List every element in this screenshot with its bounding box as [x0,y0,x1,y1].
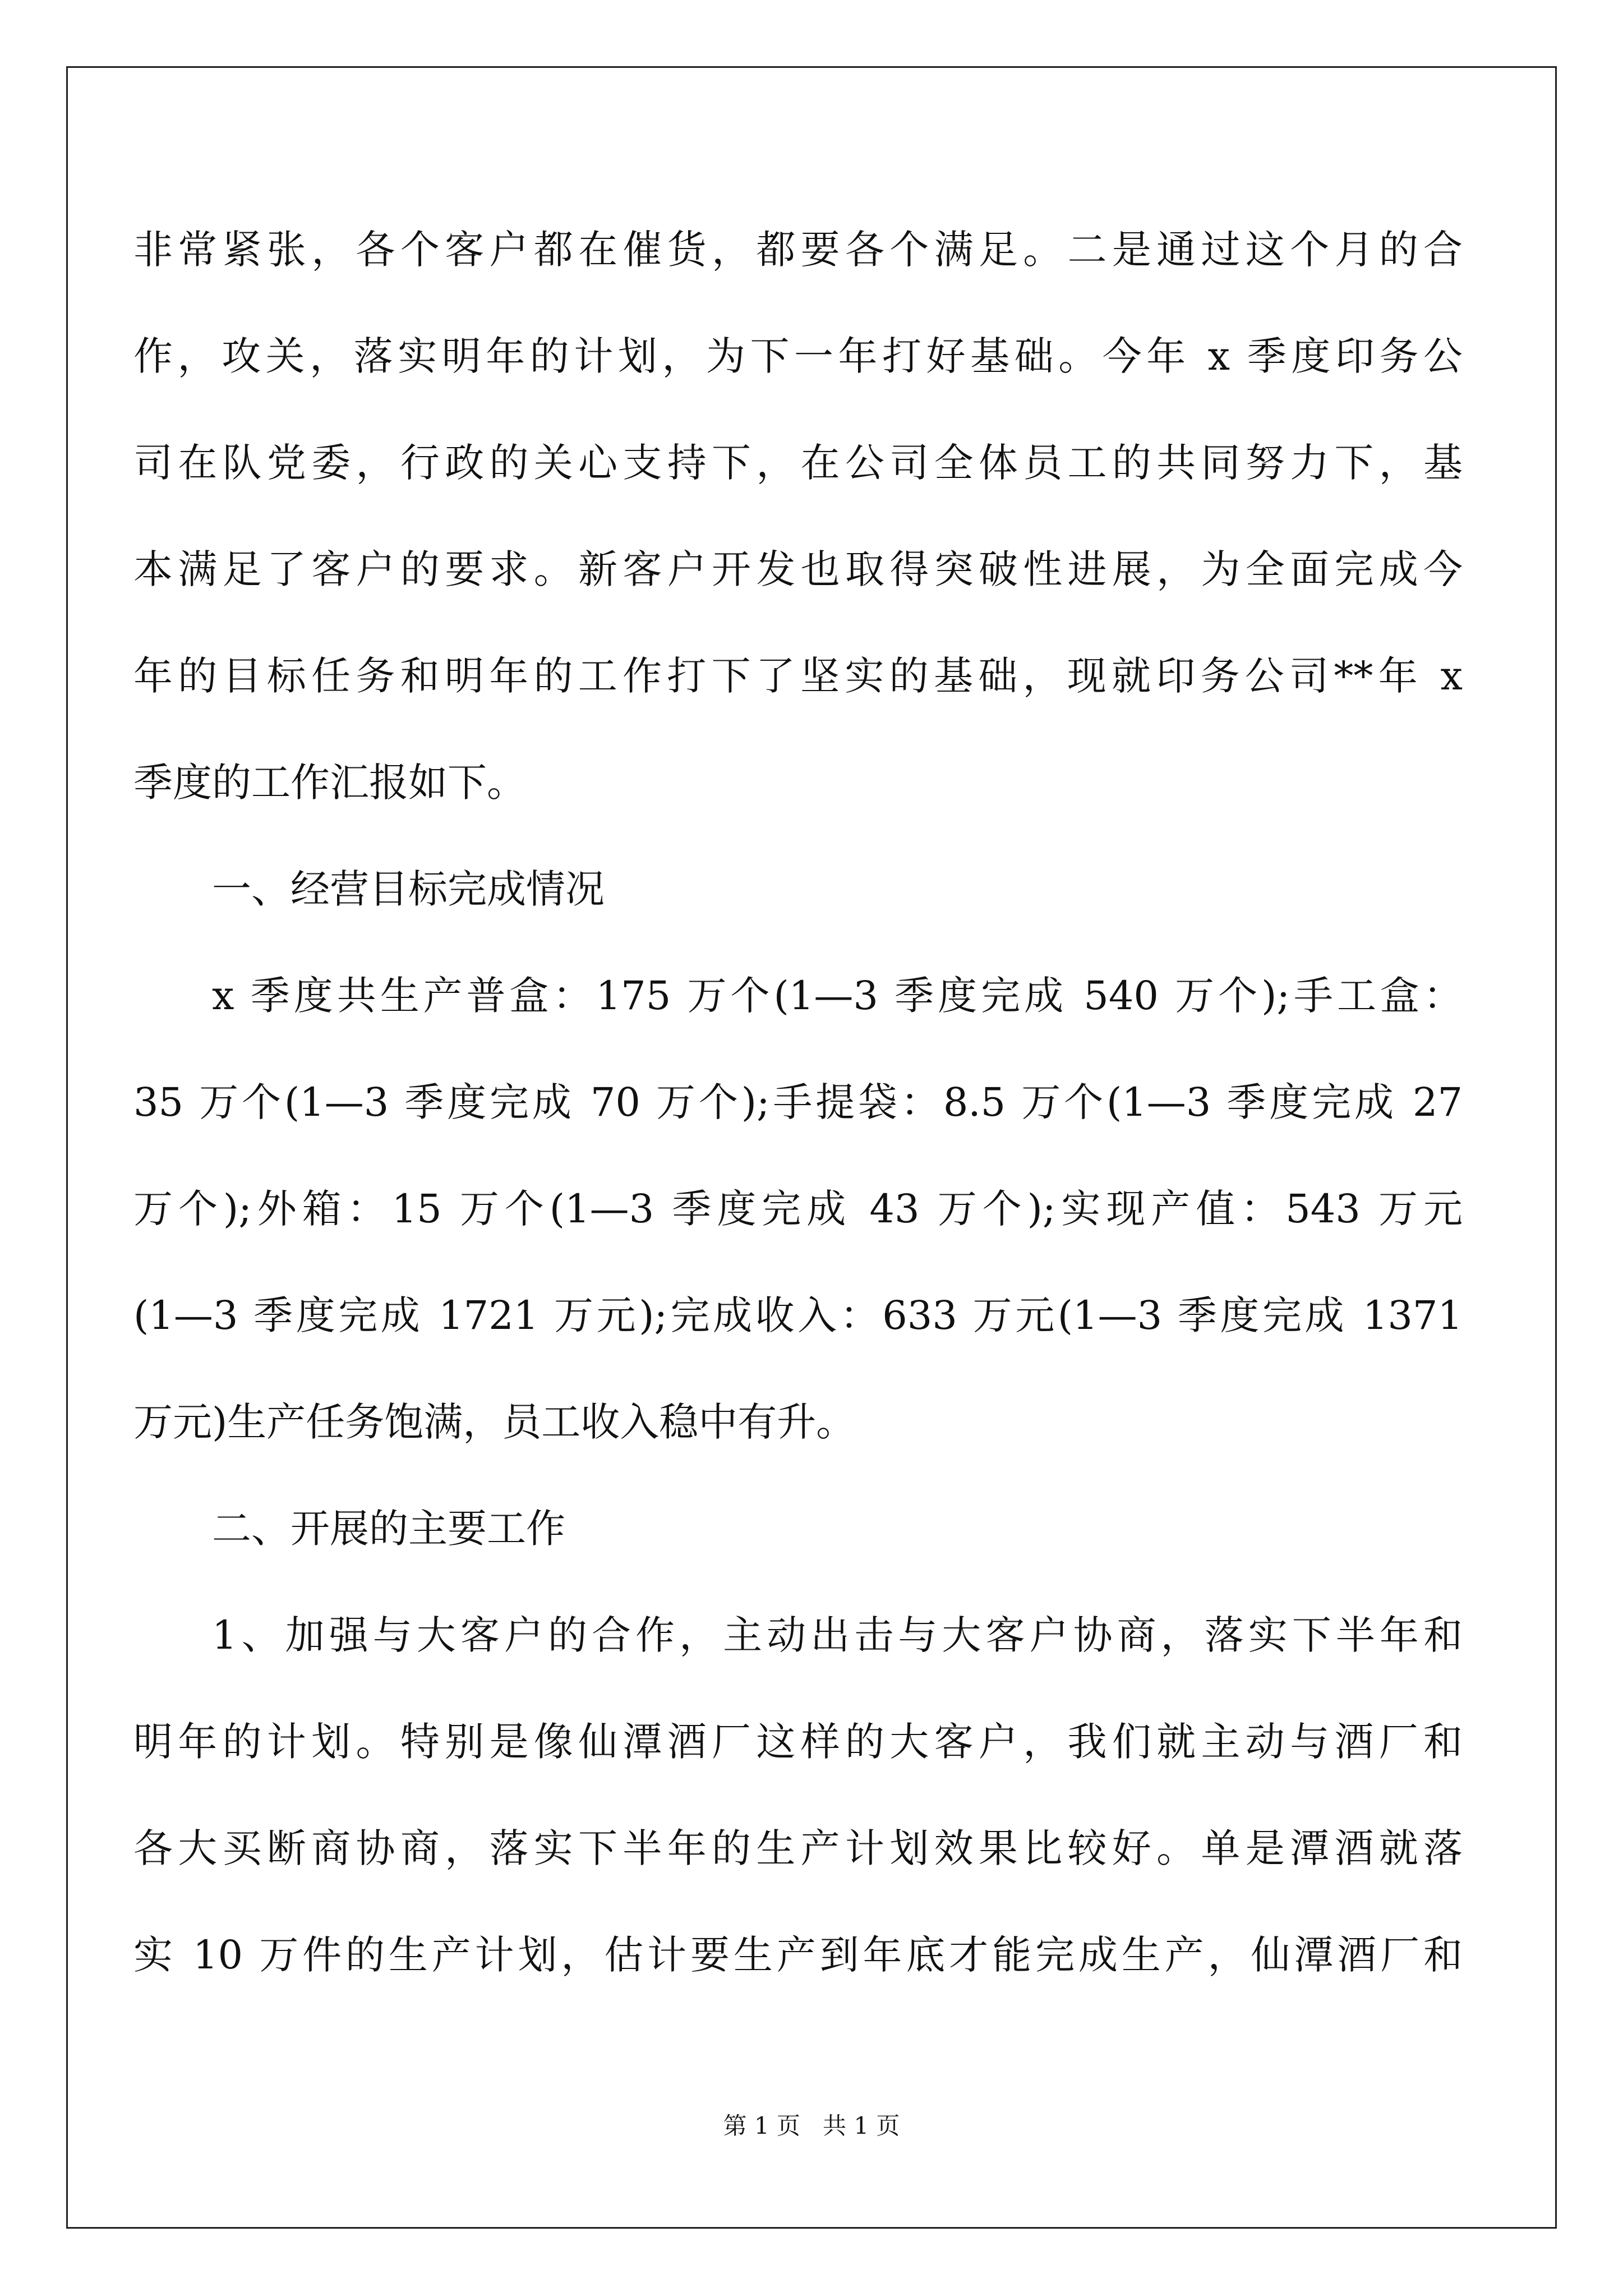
text-line: 年的目标任务和明年的工作打下了坚实的基础，现就印务公司**年 x [133,653,1463,699]
text-line: 司在队党委，行政的关心支持下，在公司全体员工的共同努力下，基 [133,440,1463,486]
page-number: 第 1 页 [723,2112,800,2139]
text-line: x 季度共生产普盒：175 万个(1—3 季度完成 540 万个);手工盒： [212,973,1463,1019]
text-line: (1—3 季度完成 1721 万元);完成收入：633 万元(1—3 季度完成 1371 [133,1292,1463,1338]
text-line: 35 万个(1—3 季度完成 70 万个);手提袋：8.5 万个(1—3 季度完成 27 [133,1079,1463,1125]
text-line: 1、加强与大客户的合作，主动出击与大客户协商，落实下半年和 [212,1612,1463,1658]
page-border [66,66,1557,2229]
text-line: 实 10 万件的生产计划，估计要生产到年底才能完成生产，仙潭酒厂和 [133,1932,1463,1978]
paragraph-end-line: 万元)生产任务饱满，员工收入稳中有升。 [133,1399,856,1445]
section-heading: 二、开展的主要工作 [212,1506,565,1552]
text-line: 明年的计划。特别是像仙潭酒厂这样的大客户，我们就主动与酒厂和 [133,1719,1463,1765]
text-line: 作，攻关，落实明年的计划，为下一年打好基础。今年 x 季度印务公 [133,333,1463,379]
text-line: 非常紧张，各个客户都在催货，都要各个满足。二是通过这个月的合 [133,227,1463,273]
page-footer [0,2109,1623,2143]
paragraph-end-line: 季度的工作汇报如下。 [133,760,526,806]
text-line: 各大买断商协商，落实下半年的生产计划效果比较好。单是潭酒就落 [133,1825,1463,1871]
section-heading: 一、经营目标完成情况 [212,866,605,912]
text-line: 万个);外箱：15 万个(1—3 季度完成 43 万个);实现产值：543 万元 [133,1186,1463,1232]
text-line: 本满足了客户的要求。新客户开发也取得突破性进展，为全面完成今 [133,546,1463,592]
page-total: 共 1 页 [823,2112,900,2139]
